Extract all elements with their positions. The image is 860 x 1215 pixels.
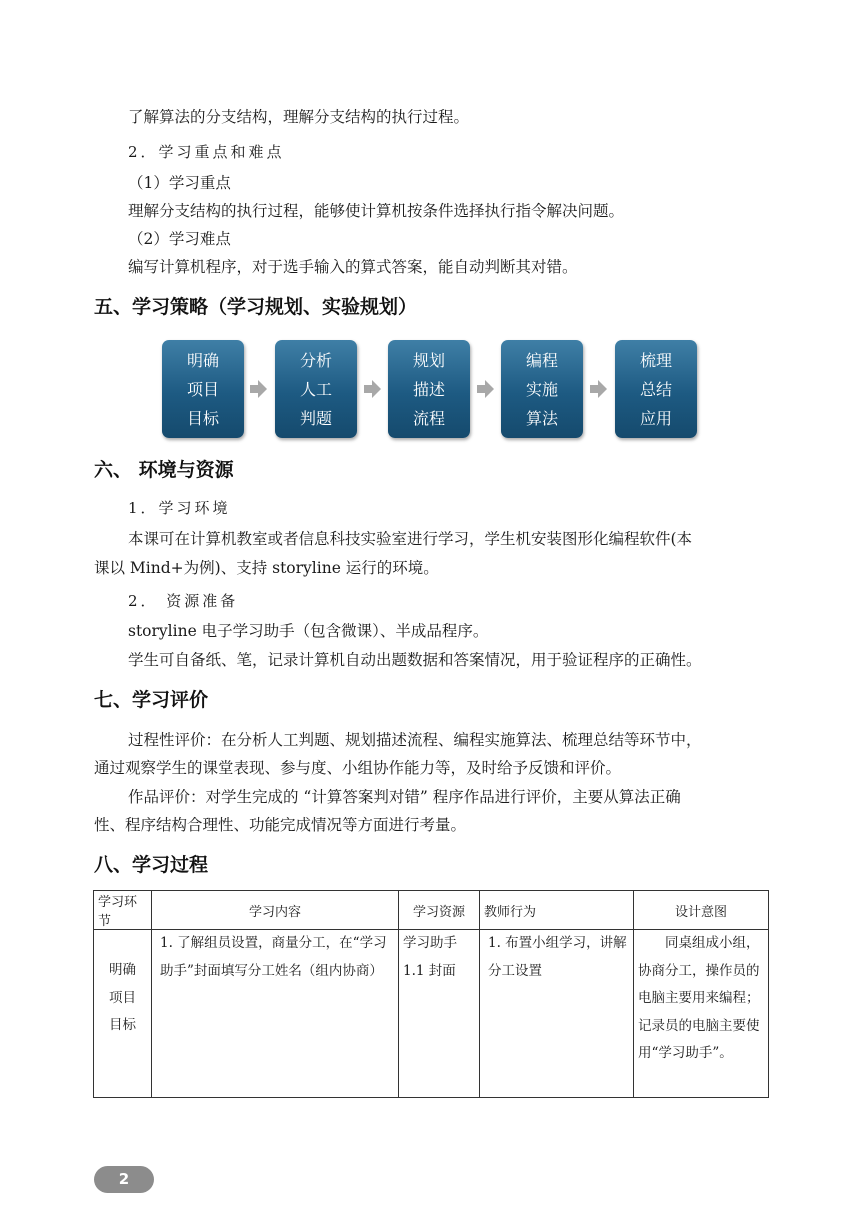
cell-stage — [94, 930, 152, 1098]
resources-text-line-1: storyline 电子学习助手（包含微课）、半成品程序。 — [128, 622, 489, 640]
header-stage: 学习环节 — [94, 891, 152, 930]
stage-line: 项目 — [109, 989, 136, 1006]
header-resource: 学习资源 — [399, 891, 480, 930]
resources-subtitle: 2． 资源准备 — [128, 592, 239, 610]
flow-step-line: 实施 — [525, 379, 558, 399]
flow-step-line: 明确 — [186, 350, 219, 370]
flow-step-5 — [615, 340, 697, 438]
flow-step-line: 应用 — [639, 408, 672, 428]
key-point-title: （1）学习重点 — [128, 174, 231, 192]
stage-line: 目标 — [109, 1017, 136, 1033]
difficult-point-title: （2）学习难点 — [128, 230, 231, 248]
cell-teacher: 1. 布置小组学习，讲解分工设置 — [480, 930, 634, 1098]
environment-text-line-1: 本课可在计算机教室或者信息科技实验室进行学习，学生机安装图形化编程软件(本 — [128, 530, 693, 548]
flow-step-2 — [275, 340, 357, 438]
page-number-badge: 2 — [94, 1166, 154, 1193]
table-header-row — [94, 891, 769, 930]
flow-step-line: 编程 — [525, 350, 558, 370]
objective-text: 了解算法的分支结构，理解分支结构的执行过程。 — [128, 108, 470, 126]
stage-line: 明确 — [109, 962, 136, 978]
section-heading-environment: 六、 环境与资源 — [94, 459, 234, 481]
environment-subtitle: 1．学习环境 — [128, 499, 231, 517]
evaluation-process-line-1: 过程性评价：在分析人工判题、规划描述流程、编程实施算法、梳理总结等环节中， — [128, 731, 702, 749]
flow-step-line: 流程 — [412, 408, 445, 428]
flow-step-line: 规划 — [412, 350, 445, 370]
flow-step-4 — [501, 340, 583, 438]
key-point-text: 理解分支结构的执行过程，能够使计算机按条件选择执行指令解决问题。 — [128, 202, 625, 220]
flow-step-line: 梳理 — [639, 350, 672, 370]
flow-step-1 — [162, 340, 244, 438]
evaluation-work-line-2: 性、程序结构合理性、功能完成情况等方面进行考量。 — [94, 816, 467, 834]
environment-text-line-2: 课以 Mind+为例)、支持 storyline 运行的环境。 — [94, 559, 439, 577]
flow-step-line: 判题 — [299, 408, 332, 428]
cell-content: 1. 了解组员设置，商量分工，在“学习助手”封面填写分工姓名（组内协商） — [152, 930, 399, 1098]
evaluation-process-line-2: 通过观察学生的课堂表现、参与度、小组协作能力等，及时给予反馈和评价。 — [94, 759, 622, 777]
learning-process-table — [93, 890, 769, 1098]
section-heading-evaluation: 七、学习评价 — [94, 689, 209, 711]
cell-intent: 同桌组成小组，协商分工，操作员的电脑主要用来编程；记录员的电脑主要使用“学习助手”。 — [634, 930, 769, 1098]
header-intent: 设计意图 — [634, 891, 769, 930]
evaluation-work-line-1: 作品评价：对学生完成的 “计算答案判对错” 程序作品进行评价，主要从算法正确 — [128, 788, 681, 806]
flow-step-line: 算法 — [525, 408, 558, 428]
header-content: 学习内容 — [152, 891, 399, 930]
difficult-point-text: 编写计算机程序，对于选手输入的算式答案，能自动判断其对错。 — [128, 258, 578, 276]
key-difficult-subtitle: 2．学习重点和难点 — [128, 143, 285, 161]
section-heading-process: 八、学习过程 — [94, 854, 209, 876]
flow-step-3 — [388, 340, 470, 438]
flow-step-line: 目标 — [186, 408, 219, 428]
table-row — [94, 930, 769, 1098]
flow-step-line: 人工 — [299, 379, 332, 399]
resources-text-line-2: 学生可自备纸、笔，记录计算机自动出题数据和答案情况，用于验证程序的正确性。 — [128, 651, 702, 669]
flow-step-line: 分析 — [299, 350, 332, 370]
flow-step-line: 总结 — [639, 379, 672, 399]
header-teacher: 教师行为 — [480, 891, 634, 930]
strategy-flowchart — [160, 340, 700, 438]
flow-step-line: 描述 — [412, 379, 445, 399]
cell-resource: 学习助手1.1 封面 — [399, 930, 480, 1098]
flow-step-line: 项目 — [186, 379, 219, 399]
section-heading-strategy: 五、学习策略（学习规划、实验规划） — [94, 296, 418, 318]
